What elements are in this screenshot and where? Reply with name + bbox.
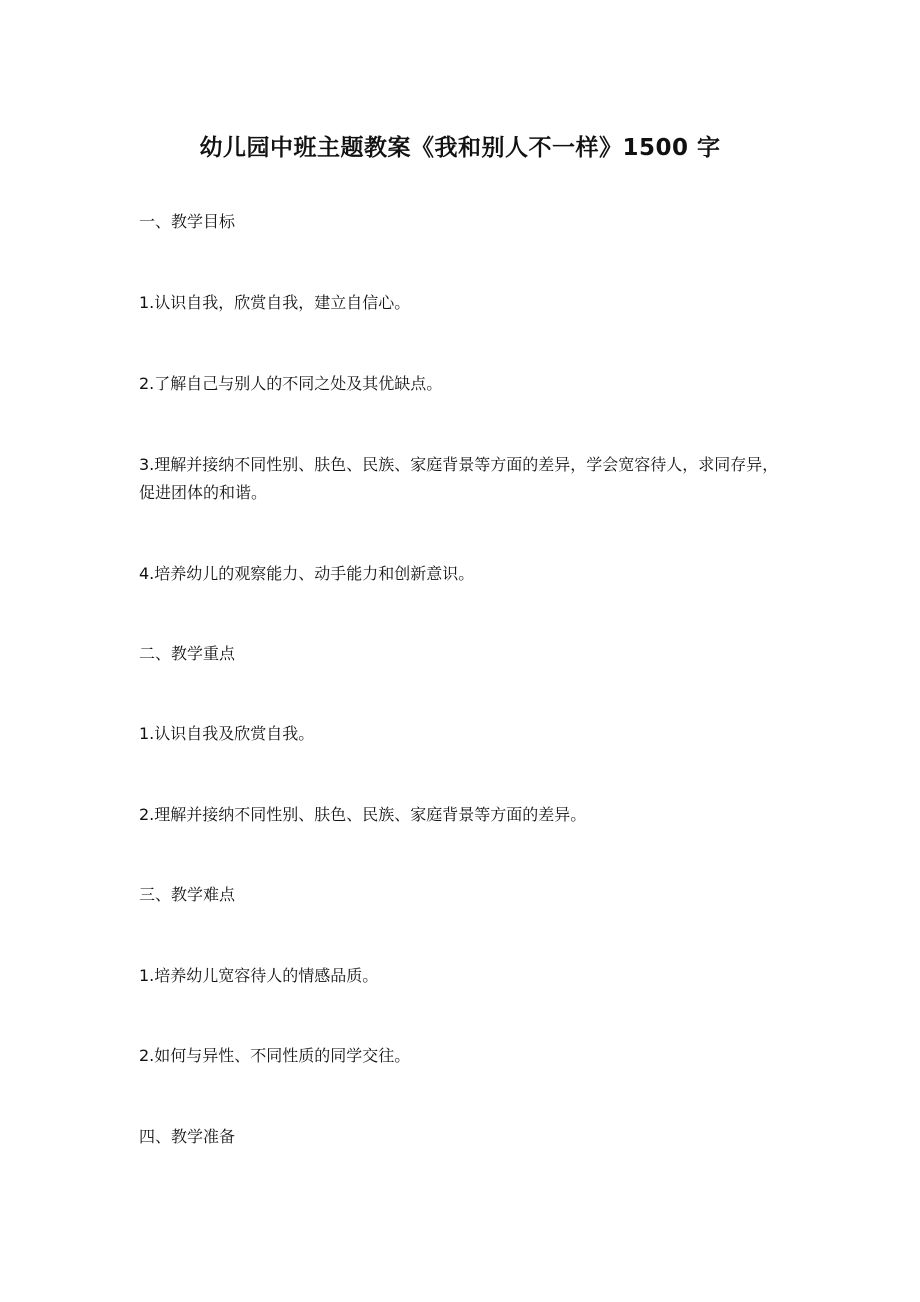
document-title: 幼儿园中班主题教案《我和别人不一样》1500 字 xyxy=(199,135,721,161)
key-point-item-2: 2.理解并接纳不同性别、肤色、民族、家庭背景等方面的差异。 xyxy=(139,805,587,824)
section-heading-goals: 一、教学目标 xyxy=(139,212,236,231)
goal-item-3: 3.理解并接纳不同性别、肤色、民族、家庭背景等方面的差异，学会宽容待人，求同存异，促进团体的和谐。 xyxy=(139,455,779,502)
goal-item-1: 1.认识自我，欣赏自我，建立自信心。 xyxy=(139,293,411,312)
goal-item-2: 2.了解自己与别人的不同之处及其优缺点。 xyxy=(139,374,443,393)
section-heading-preparation: 四、教学准备 xyxy=(139,1127,236,1146)
section-heading-difficulties: 三、教学难点 xyxy=(139,885,236,904)
goal-item-4: 4.培养幼儿的观察能力、动手能力和创新意识。 xyxy=(139,564,475,583)
key-point-item-1: 1.认识自我及欣赏自我。 xyxy=(139,724,315,743)
difficulty-item-1: 1.培养幼儿宽容待人的情感品质。 xyxy=(139,966,379,985)
section-heading-key-points: 二、教学重点 xyxy=(139,644,236,663)
difficulty-item-2: 2.如何与异性、不同性质的同学交往。 xyxy=(139,1046,411,1065)
